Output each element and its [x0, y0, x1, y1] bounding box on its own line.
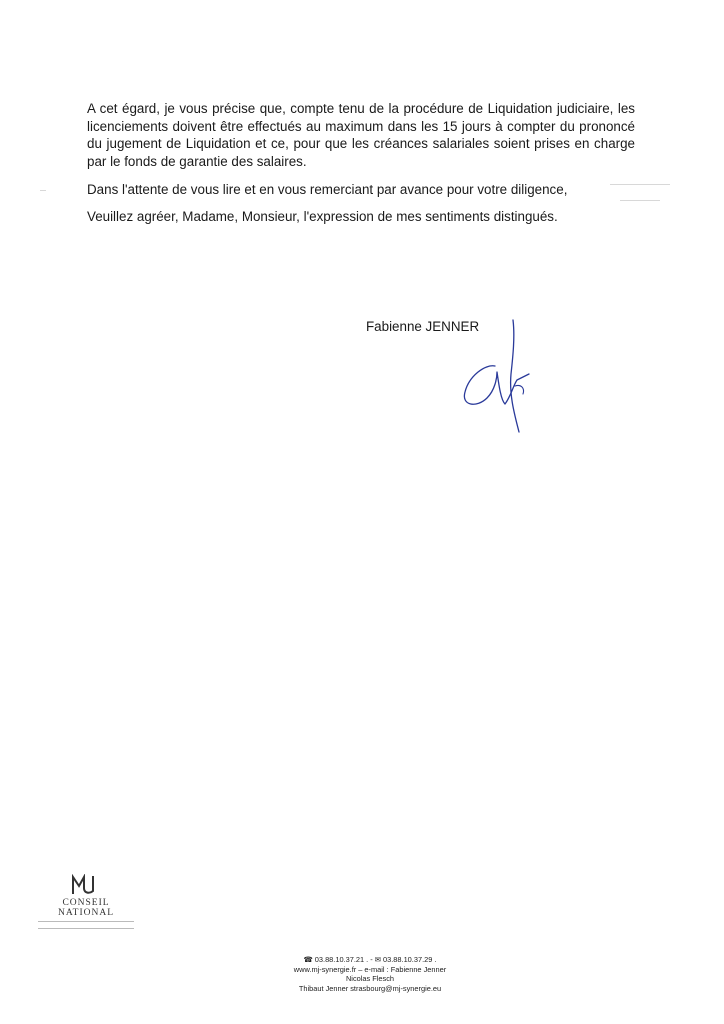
- footer-name-2: Thibaut Jenner strasbourg@mj-synergie.eu: [298, 983, 442, 993]
- scan-speck: [620, 200, 660, 201]
- letter-paragraph-3: Veuillez agréer, Madame, Monsieur, l'expression de mes sentiments distingués.: [87, 209, 558, 224]
- logo-line-1: CONSEIL: [62, 898, 110, 908]
- logo-fine-print-rule: [38, 921, 134, 929]
- scan-speck: [610, 184, 670, 185]
- footer-phone-fax: ☎ 03.88.10.37.21 . - ✉ 03.88.10.37.29 .: [303, 955, 437, 964]
- conseil-national-logo: [38, 874, 134, 936]
- footer-name-1: Nicolas Flesch: [345, 974, 395, 984]
- logo-line-2: NATIONAL: [57, 908, 115, 918]
- handwritten-signature: [455, 316, 535, 436]
- letter-paragraph-2: Dans l'attente de vous lire et en vous remerciant par avance pour votre diligence,: [87, 182, 568, 197]
- signer-name: Fabienne JENNER: [366, 319, 480, 334]
- scan-speck: [40, 190, 46, 191]
- letter-paragraph-1: A cet égard, je vous précise que, compte tenu de la procédure de Liquidation judiciaire, les licenciements doivent être effectués au maximum dans les 15 jours à compter du prononcé du jugement de Liquidation et ce, pour que les créances salariales soient prises en charge par le fonds de garantie des salaires.: [87, 101, 635, 169]
- mj-monogram-icon: [70, 874, 98, 896]
- footer-web-email: www.mj-synergie.fr – e-mail : Fabienne Jenner: [293, 964, 447, 974]
- footer-contact-block: [262, 955, 478, 993]
